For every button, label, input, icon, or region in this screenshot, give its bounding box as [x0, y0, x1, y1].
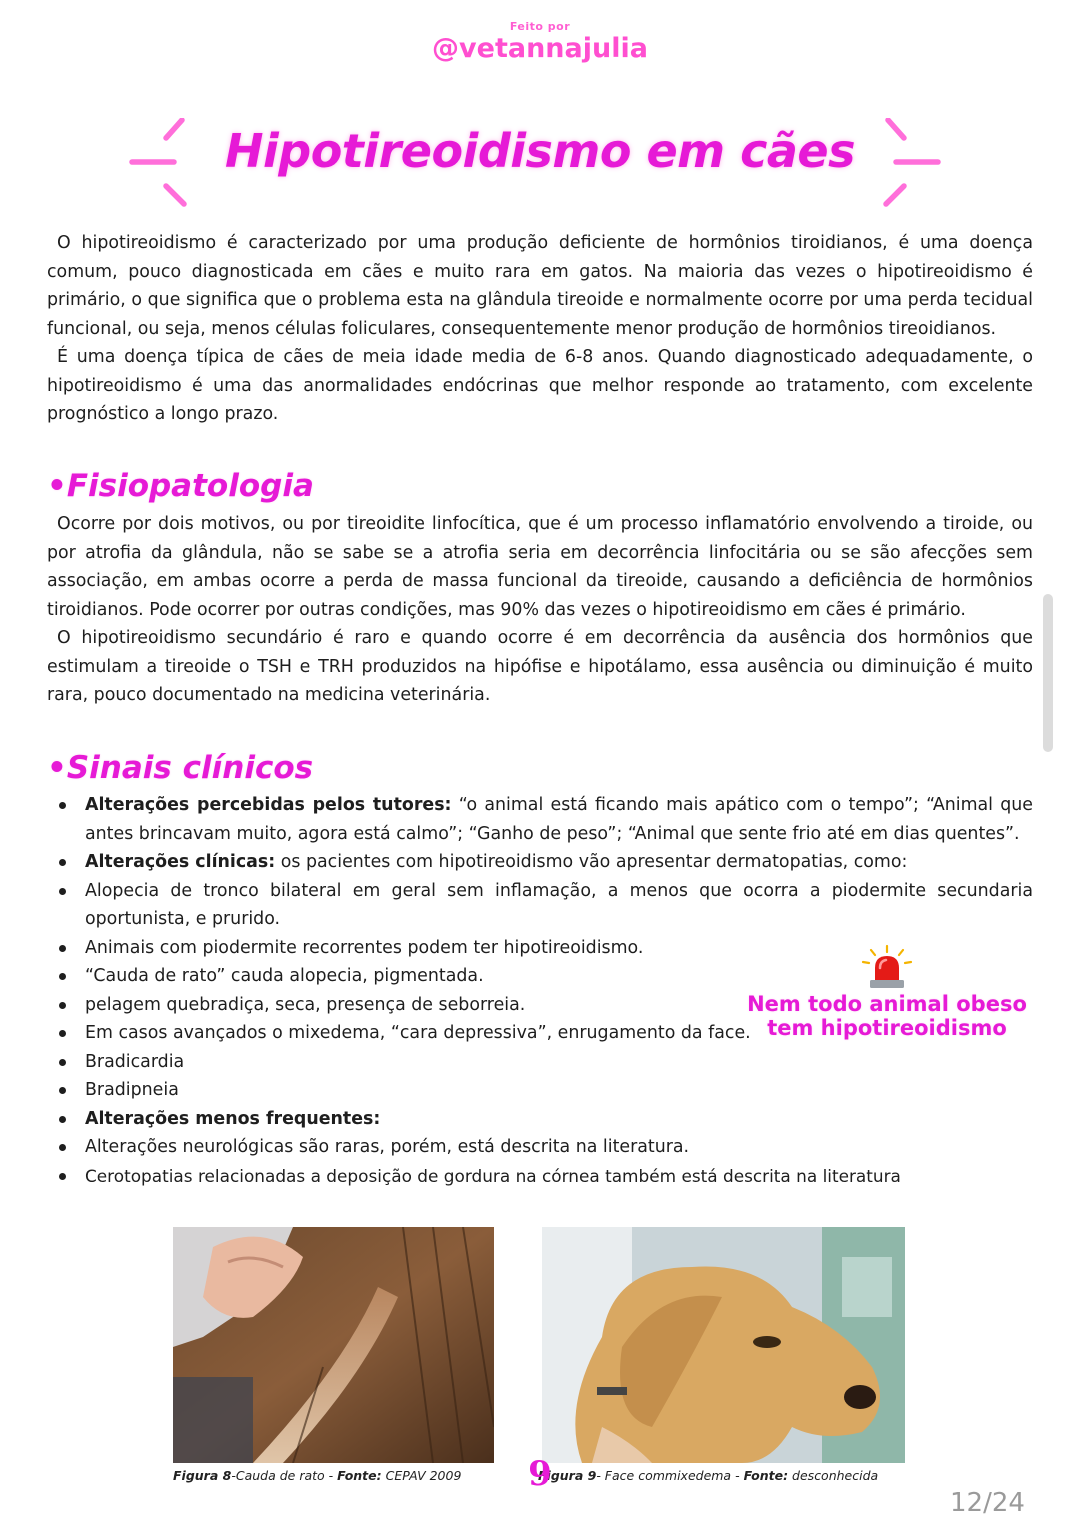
made-by-label: Feito por [509, 20, 571, 33]
intro-section [47, 229, 1033, 429]
list-item: Alterações percebidas pelos tutores: “o animal está ficando mais apático com o tempo”; “Animal que antes brincavam muito, agora está calmo”; “Ganho de peso”; “Animal que sente frio até em dias quentes”. [85, 791, 1033, 848]
list-item: pelagem quebradiça, seca, presença de seborreia. [85, 991, 1033, 1020]
figure-9-caption: Figura 9- Face commixedema - Fonte: desconhecida [538, 1468, 879, 1483]
siren-icon [857, 944, 917, 992]
sinais-heading: •Sinais clínicos [47, 750, 314, 786]
intro-paragraph-1: O hipotireoidismo é caracterizado por uma produção deficiente de hormônios tiroidianos, é uma doença comum, pouco diagnosticada em cães e muito rara em gatos. Na maioria das vezes o hipotireoidismo é primário, o que significa que o problema esta na glândula tireoide e normalmente ocorre por uma perda tecidual funcional, ou seja, menos células foliculares, consequentemente menor produção de hormônios tireoidianos. [47, 233, 1033, 339]
page-number: 9 [528, 1454, 552, 1494]
list-item: Em casos avançados o mixedema, “cara depressiva”, enrugamento da face. [85, 1019, 1033, 1048]
figure-8-caption: Figura 8-Cauda de rato - Fonte: CEPAV 2009 [173, 1468, 462, 1483]
figure-dog-face-image [542, 1227, 905, 1463]
list-item: Animais com piodermite recorrentes podem ter hipotireoidismo. [85, 934, 1033, 963]
callout-box [742, 948, 1032, 1040]
intro-paragraph-2: É uma doença típica de cães de meia idade media de 6-8 anos. Quando diagnosticado adequadamente, o hipotireoidismo é uma das anormalidades endócrinas que melhor responde ao tratamento, com excelente prognóstico a longo prazo. [47, 347, 1033, 424]
fisiopatologia-heading: •Fisiopatologia [47, 468, 314, 504]
page-indicator: 12/24 [950, 1488, 1025, 1518]
list-item: Alterações neurológicas são raras, porém, está descrita na literatura. [85, 1133, 1033, 1162]
list-item: Alopecia de tronco bilateral em geral sem inflamação, a menos que ocorra a piodermite secundaria oportunista, e prurido. [85, 877, 1033, 934]
figure-rat-tail-image [173, 1227, 494, 1463]
header [0, 20, 1080, 65]
callout-line-2: tem hipotireoidismo [767, 1016, 1007, 1040]
list-item: Alterações menos frequentes: [85, 1105, 1033, 1134]
fisiopatologia-section [47, 466, 1033, 710]
list-item: Bradicardia [85, 1048, 1033, 1077]
scrollbar[interactable] [1043, 594, 1053, 752]
page-title: Hipotireoidismo em cães [225, 124, 855, 178]
author-handle: @vetannajulia [432, 33, 648, 64]
list-item: “Cauda de rato” cauda alopecia, pigmentada. [85, 962, 1033, 991]
fisio-paragraph-2: O hipotireoidismo secundário é raro e quando ocorre é em decorrência da ausência dos hormônios que estimulam a tireoide o TSH e TRH produzidos na hipófise e hipotálamo, essa ausência ou diminuição é muito rara, pouco documentado na medicina veterinária. [47, 628, 1033, 705]
list-item: Cerotopatias relacionadas a deposição de gordura na córnea também está descrita na literatura [85, 1162, 1033, 1192]
callout-line-1: Nem todo animal obeso [747, 992, 1027, 1016]
list-item: Alterações clínicas: os pacientes com hipotireoidismo vão apresentar dermatopatias, como: [85, 848, 1033, 877]
fisio-paragraph-1: Ocorre por dois motivos, ou por tireoidite linfocítica, que é um processo inflamatório envolvendo a tiroide, ou por atrofia da glândula, não se sabe se a atrofia seria em decorrência linfocitária ou se são afecções sem associação, em ambas ocorre a perda de massa funcional da tireoide, causando a deficiência de hormônios tiroidianos. Pode ocorrer por outras condições, mas 90% das vezes o hipotireoidismo em cães é primário. [47, 514, 1033, 620]
title-block [0, 118, 1080, 208]
list-item: Bradipneia [85, 1076, 1033, 1105]
